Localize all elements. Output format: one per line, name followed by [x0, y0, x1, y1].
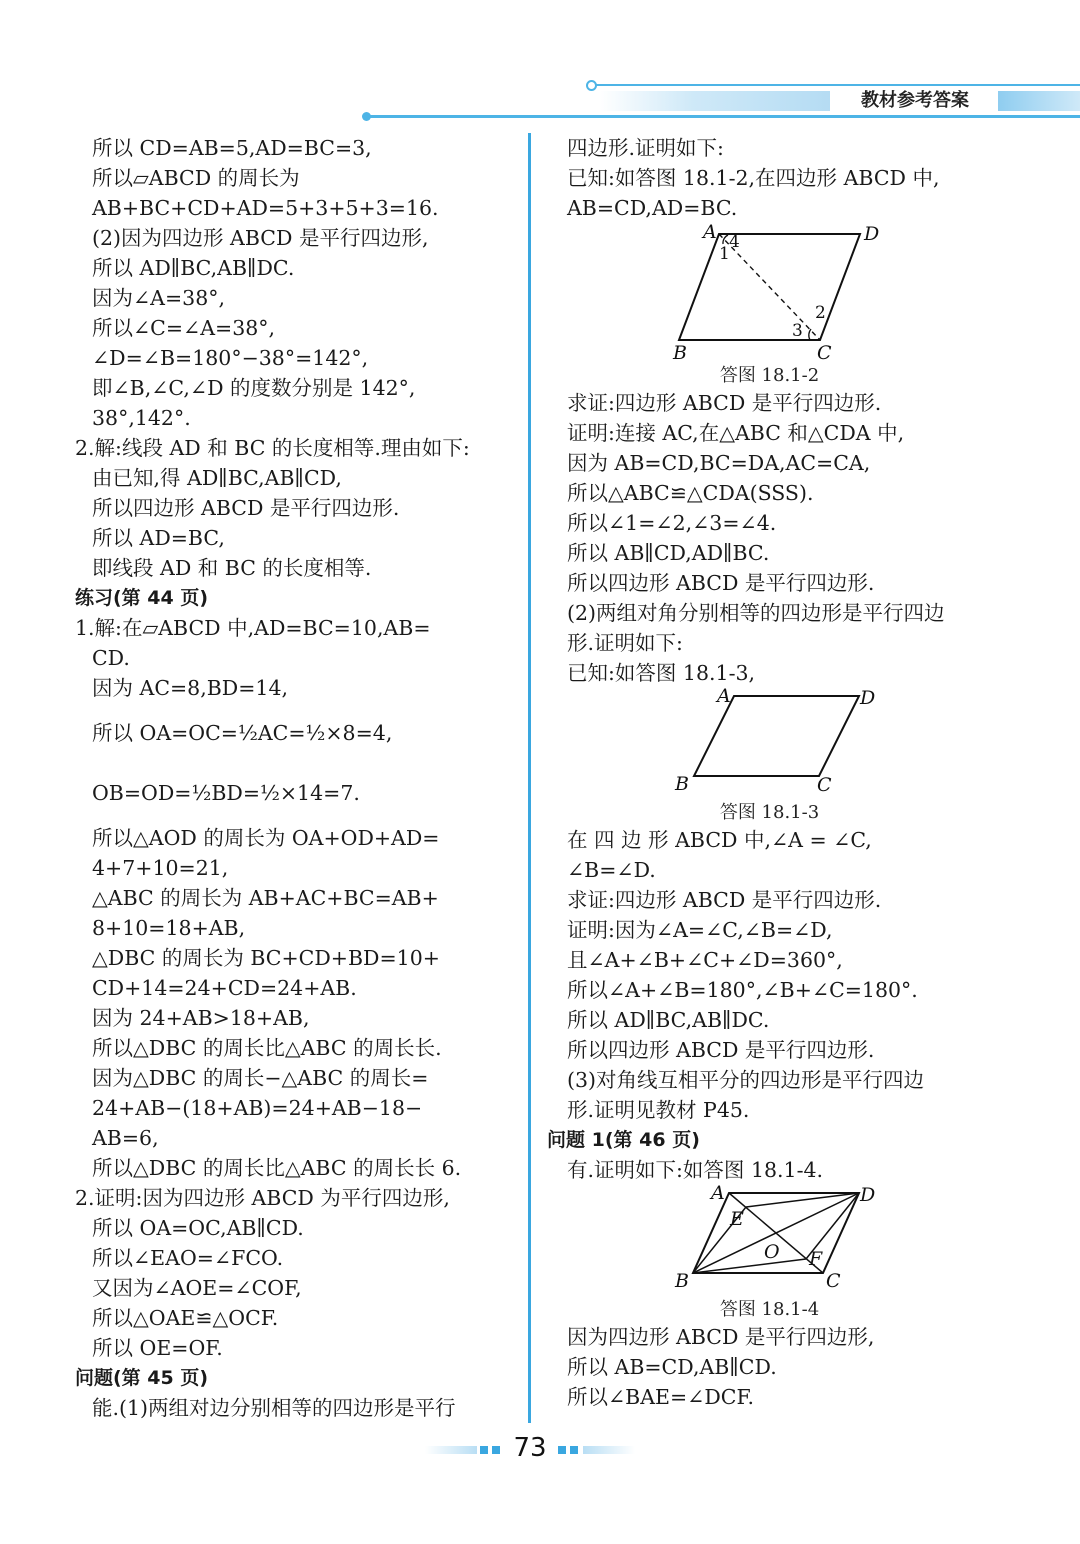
text-line: 所以∠1=∠2,∠3=∠4.	[567, 511, 777, 535]
text-line: 形.证明见教材 P45.	[567, 1098, 750, 1122]
text-line: 所以∠BAE=∠DCF.	[567, 1385, 755, 1409]
text-line: 所以四边形 ABCD 是平行四边形.	[567, 571, 875, 595]
text-line: 所以△DBC 的周长比△ABC 的周长长 6.	[92, 1156, 462, 1180]
point-label-e: E	[730, 1208, 744, 1230]
footer-square	[558, 1446, 566, 1454]
text-line: 所以∠C=∠A=38°,	[92, 316, 276, 340]
header-gradient-band	[600, 91, 830, 111]
text-line: 所以四边形 ABCD 是平行四边形.	[567, 1038, 875, 1062]
text-line: AB=CD,AD=BC.	[567, 196, 738, 220]
text-line: 因为△DBC 的周长−△ABC 的周长=	[92, 1066, 429, 1090]
text-line: (2)因为四边形 ABCD 是平行四边形,	[92, 226, 429, 250]
text-line: CD+14=24+CD=24+AB.	[92, 976, 357, 1000]
header-rule-bottom	[368, 115, 1080, 118]
vertex-label-b: B	[675, 773, 689, 795]
angle-label-2: 2	[815, 303, 826, 323]
question-heading: 2.证明:因为四边形 ABCD 为平行四边形,	[75, 1186, 450, 1210]
text-line: 所以△OAE≌△OCF.	[92, 1306, 279, 1330]
figure-18-1-2	[547, 223, 992, 388]
text-line: 38°,142°.	[92, 406, 191, 430]
text-line: (2)两组对角分别相等的四边形是平行四边	[567, 601, 945, 625]
text-line: 4+7+10=21,	[92, 856, 229, 880]
text-line: 证明:连接 AC,在△ABC 和△CDA 中,	[567, 421, 905, 445]
header-dot	[362, 112, 371, 121]
vertex-label-a: A	[711, 1185, 725, 1204]
vertex-label-d: D	[860, 688, 876, 709]
text-line: 证明:因为∠A=∠C,∠B=∠D,	[567, 918, 833, 942]
text-line: 又因为∠AOE=∠COF,	[92, 1276, 302, 1300]
vertex-label-b: B	[675, 1270, 689, 1292]
section-heading: 问题(第 45 页)	[75, 1367, 209, 1389]
fraction-line: OB=OD=½BD=½×14=7.	[92, 781, 360, 805]
vertex-label-d: D	[860, 1185, 876, 1206]
text-line: 24+AB−(18+AB)=24+AB−18−	[92, 1096, 423, 1120]
text-line: 求证:四边形 ABCD 是平行四边形.	[567, 888, 882, 912]
text-line: 有.证明如下:如答图 18.1-4.	[567, 1158, 824, 1182]
text-line: 所以四边形 ABCD 是平行四边形.	[92, 496, 400, 520]
footer-square	[492, 1446, 500, 1454]
parallelogram-diagram	[547, 688, 992, 798]
vertex-label-d: D	[864, 223, 880, 245]
left-column	[75, 133, 520, 1423]
text-line: 所以 AB=CD,AB∥CD.	[567, 1355, 777, 1379]
text-line: 因为 AB=CD,BC=DA,AC=CA,	[567, 451, 871, 475]
section-heading: 练习(第 44 页)	[75, 587, 209, 609]
text-line: 由已知,得 AD∥BC,AB∥CD,	[92, 466, 342, 490]
section-heading: 问题 1(第 46 页)	[547, 1129, 700, 1151]
text-line: 所以 AD=BC,	[92, 526, 225, 550]
text-line: 且∠A+∠B+∠C+∠D=360°,	[567, 948, 843, 972]
text-line: 所以∠A+∠B=180°,∠B+∠C=180°.	[567, 978, 918, 1002]
text-line: 即线段 AD 和 BC 的长度相等.	[92, 556, 372, 580]
angle-label-4: 4	[729, 232, 740, 252]
text-line: 所以 OE=OF.	[92, 1336, 223, 1360]
text-line: (3)对角线互相平分的四边形是平行四边	[567, 1068, 925, 1092]
text-line: 已知:如答图 18.1-3,	[567, 661, 756, 685]
text-line: 所以 AD∥BC,AB∥DC.	[567, 1008, 770, 1032]
text-line: 所以∠EAO=∠FCO.	[92, 1246, 284, 1270]
footer-square	[480, 1446, 488, 1454]
fraction-line: 所以 OA=OC=½AC=½×8=4,	[92, 721, 393, 745]
text-line: △DBC 的周长为 BC+CD+BD=10+	[92, 946, 440, 970]
header-gradient-band-right	[998, 91, 1080, 111]
text-line: 四边形.证明如下:	[567, 136, 724, 160]
text-line: 因为 AC=8,BD=14,	[92, 676, 289, 700]
footer-bar-left	[425, 1446, 477, 1454]
header-rule-top	[592, 84, 1080, 86]
text-line: 因为四边形 ABCD 是平行四边形,	[567, 1325, 875, 1349]
vertex-label-c: C	[826, 1270, 841, 1292]
figure-18-1-3	[547, 688, 992, 825]
text-line: AB+BC+CD+AD=5+3+5+3=16.	[92, 196, 439, 220]
figure-18-1-4	[547, 1185, 992, 1322]
text-line: ∠D=∠B=180°−38°=142°,	[92, 346, 369, 370]
text-line: 形.证明如下:	[567, 631, 683, 655]
parallelogram-diagonals-diagram	[547, 1185, 992, 1295]
question-heading: 1.解:在▱ABCD 中,AD=BC=10,AB=	[75, 616, 431, 640]
text-line: AB=6,	[92, 1126, 159, 1150]
text-line: 所以△ABC≌△CDA(SSS).	[567, 481, 814, 505]
text-line: 即∠B,∠C,∠D 的度数分别是 142°,	[92, 376, 416, 400]
text-line: 所以▱ABCD 的周长为	[92, 166, 300, 190]
question-heading: 2.解:线段 AD 和 BC 的长度相等.理由如下:	[75, 436, 470, 460]
text-line: ∠B=∠D.	[567, 858, 656, 882]
figure-caption: 答图 18.1-2	[719, 365, 820, 386]
footer-square	[570, 1446, 578, 1454]
text-line: 所以 CD=AB=5,AD=BC=3,	[92, 136, 372, 160]
point-label-f: F	[809, 1248, 823, 1270]
text-line: 求证:四边形 ABCD 是平行四边形.	[567, 391, 882, 415]
right-column	[547, 133, 992, 1412]
vertex-label-a: A	[703, 223, 717, 243]
text-line: 因为 24+AB>18+AB,	[92, 1006, 310, 1030]
vertex-label-b: B	[673, 342, 687, 361]
text-line: 在 四 边 形 ABCD 中,∠A = ∠C,	[567, 828, 872, 852]
vertex-label-c: C	[817, 342, 832, 361]
footer-bar-right	[583, 1446, 635, 1454]
text-line: 已知:如答图 18.1-2,在四边形 ABCD 中,	[567, 166, 940, 190]
header-dot-hollow	[586, 80, 597, 91]
figure-caption: 答图 18.1-4	[719, 1299, 820, 1320]
angle-label-1: 1	[719, 244, 730, 264]
text-line: 所以 AB∥CD,AD∥BC.	[567, 541, 770, 565]
text-line: 能.(1)两组对边分别相等的四边形是平行	[92, 1396, 456, 1420]
parallelogram-diagram	[547, 223, 992, 361]
column-divider	[528, 133, 531, 1423]
text-line: 因为∠A=38°,	[92, 286, 226, 310]
text-line: CD.	[92, 646, 130, 670]
vertex-label-a: A	[717, 688, 731, 707]
vertex-label-c: C	[817, 774, 832, 796]
header-title: 教材参考答案	[861, 90, 969, 111]
point-label-o: O	[764, 1241, 780, 1263]
text-line: 所以△DBC 的周长比△ABC 的周长长.	[92, 1036, 442, 1060]
text-line: △ABC 的周长为 AB+AC+BC=AB+	[92, 886, 439, 910]
text-line: 所以 AD∥BC,AB∥DC.	[92, 256, 295, 280]
text-line: 所以 OA=OC,AB∥CD.	[92, 1216, 304, 1240]
angle-label-3: 3	[792, 321, 803, 341]
page-number: 73	[513, 1433, 547, 1463]
text-line: 8+10=18+AB,	[92, 916, 246, 940]
figure-caption: 答图 18.1-3	[719, 802, 820, 823]
text-line: 所以△AOD 的周长为 OA+OD+AD=	[92, 826, 440, 850]
